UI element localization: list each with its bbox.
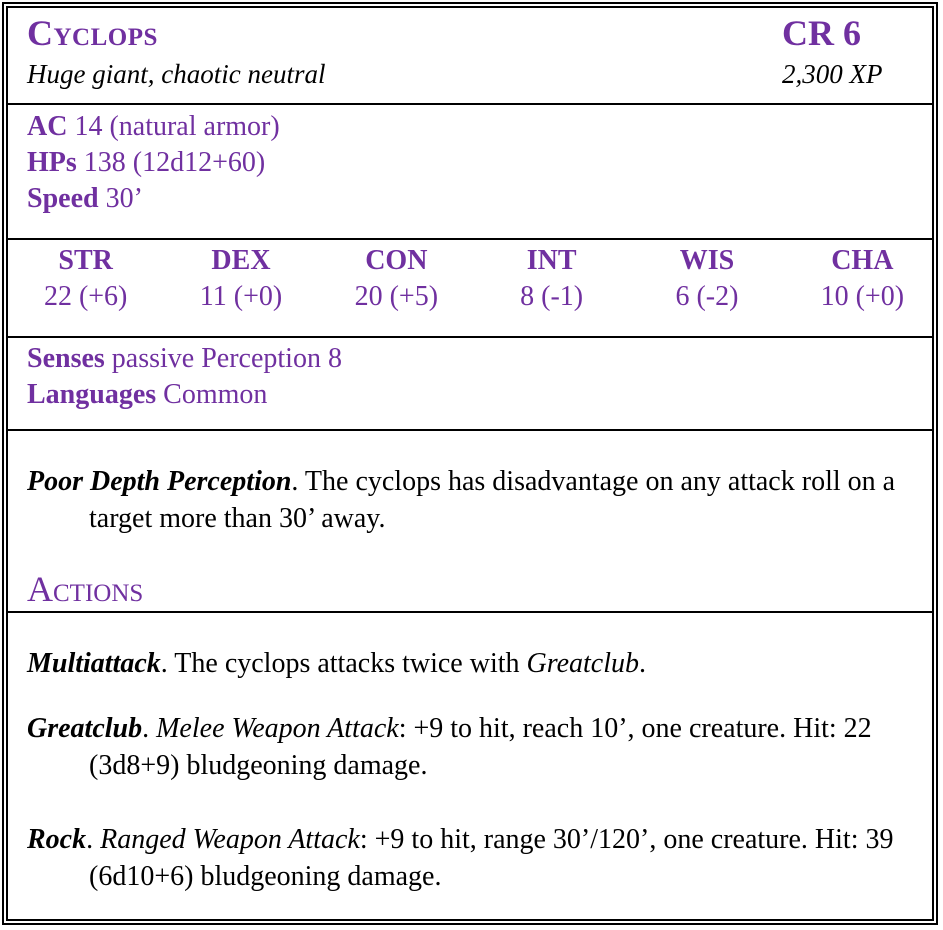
ability-label: STR — [58, 245, 113, 276]
action-text: : +9 to hit, reach 10’, one creature. Hit: 22 (3d8+9) bludgeoning damage. — [89, 713, 872, 781]
ability-label: DEX — [211, 245, 271, 276]
armor-class-label: AC — [27, 111, 68, 142]
action-title: Multiattack — [27, 648, 161, 679]
ability-value: 11 (+0) — [199, 281, 283, 312]
action-title: Rock — [27, 824, 87, 855]
speed-label: Speed — [27, 183, 99, 214]
speed-line — [27, 181, 280, 217]
action-text: . — [86, 824, 101, 855]
ability-label: CON — [365, 245, 428, 276]
armor-class-line — [27, 109, 280, 145]
divider — [6, 238, 934, 240]
experience-points: 2,300 XP — [782, 59, 883, 89]
senses-value: passive Perception 8 — [104, 343, 342, 374]
ability-con — [319, 243, 474, 315]
trait-title: Poor Depth Perception — [27, 466, 292, 497]
action-text: . — [142, 713, 157, 744]
ability-value: 10 (+0) — [820, 281, 905, 312]
action-multiattack — [27, 645, 927, 682]
ability-label: CHA — [831, 245, 894, 276]
action-text: . The cyclops attacks twice with — [160, 648, 527, 679]
ability-cha — [785, 243, 940, 315]
action-italic: Ranged Weapon Attack — [100, 824, 360, 855]
ability-label: INT — [526, 245, 577, 276]
ability-wis — [629, 243, 784, 315]
defense-section — [27, 109, 280, 217]
ability-scores — [8, 243, 940, 315]
ability-str — [8, 243, 163, 315]
languages-value: Common — [156, 379, 268, 410]
ability-value: 20 (+5) — [354, 281, 439, 312]
ability-int — [474, 243, 629, 315]
hit-points-line — [27, 145, 280, 181]
languages-line — [27, 377, 342, 413]
action-text: . — [639, 648, 647, 679]
action-title: Greatclub — [27, 713, 143, 744]
ability-value: 6 (-2) — [675, 281, 739, 312]
armor-class-value: 14 (natural armor) — [67, 111, 280, 142]
hit-points-label: HPs — [27, 147, 77, 178]
divider — [6, 336, 934, 338]
ability-value: 22 (+6) — [43, 281, 128, 312]
languages-label: Languages — [27, 379, 157, 410]
ability-label: WIS — [679, 245, 735, 276]
action-text: : +9 to hit, range 30’/120’, one creature. Hit: 39 (6d10+6) bludgeoning damage. — [89, 824, 894, 892]
senses-label: Senses — [27, 343, 105, 374]
monster-name: Cyclops — [27, 13, 158, 53]
actions-heading: Actions — [27, 569, 144, 609]
divider — [6, 429, 934, 431]
senses-line — [27, 341, 342, 377]
trait-text: . The cyclops has disadvantage on any attack roll on a target more than 30’ away. — [89, 466, 896, 534]
challenge-rating: CR 6 — [782, 13, 861, 53]
trait-poor-depth-perception — [27, 463, 927, 537]
hit-points-value: 138 (12d12+60) — [76, 147, 266, 178]
speed-value: 30’ — [98, 183, 143, 214]
senses-section — [27, 341, 342, 413]
monster-type: Huge giant, chaotic neutral — [27, 59, 326, 89]
ability-value: 8 (-1) — [520, 281, 584, 312]
action-greatclub — [27, 710, 927, 784]
action-italic: Greatclub — [526, 648, 640, 679]
action-rock — [27, 821, 927, 895]
ability-dex — [163, 243, 318, 315]
action-italic: Melee Weapon Attack — [156, 713, 399, 744]
divider — [6, 611, 934, 613]
divider — [6, 103, 934, 105]
